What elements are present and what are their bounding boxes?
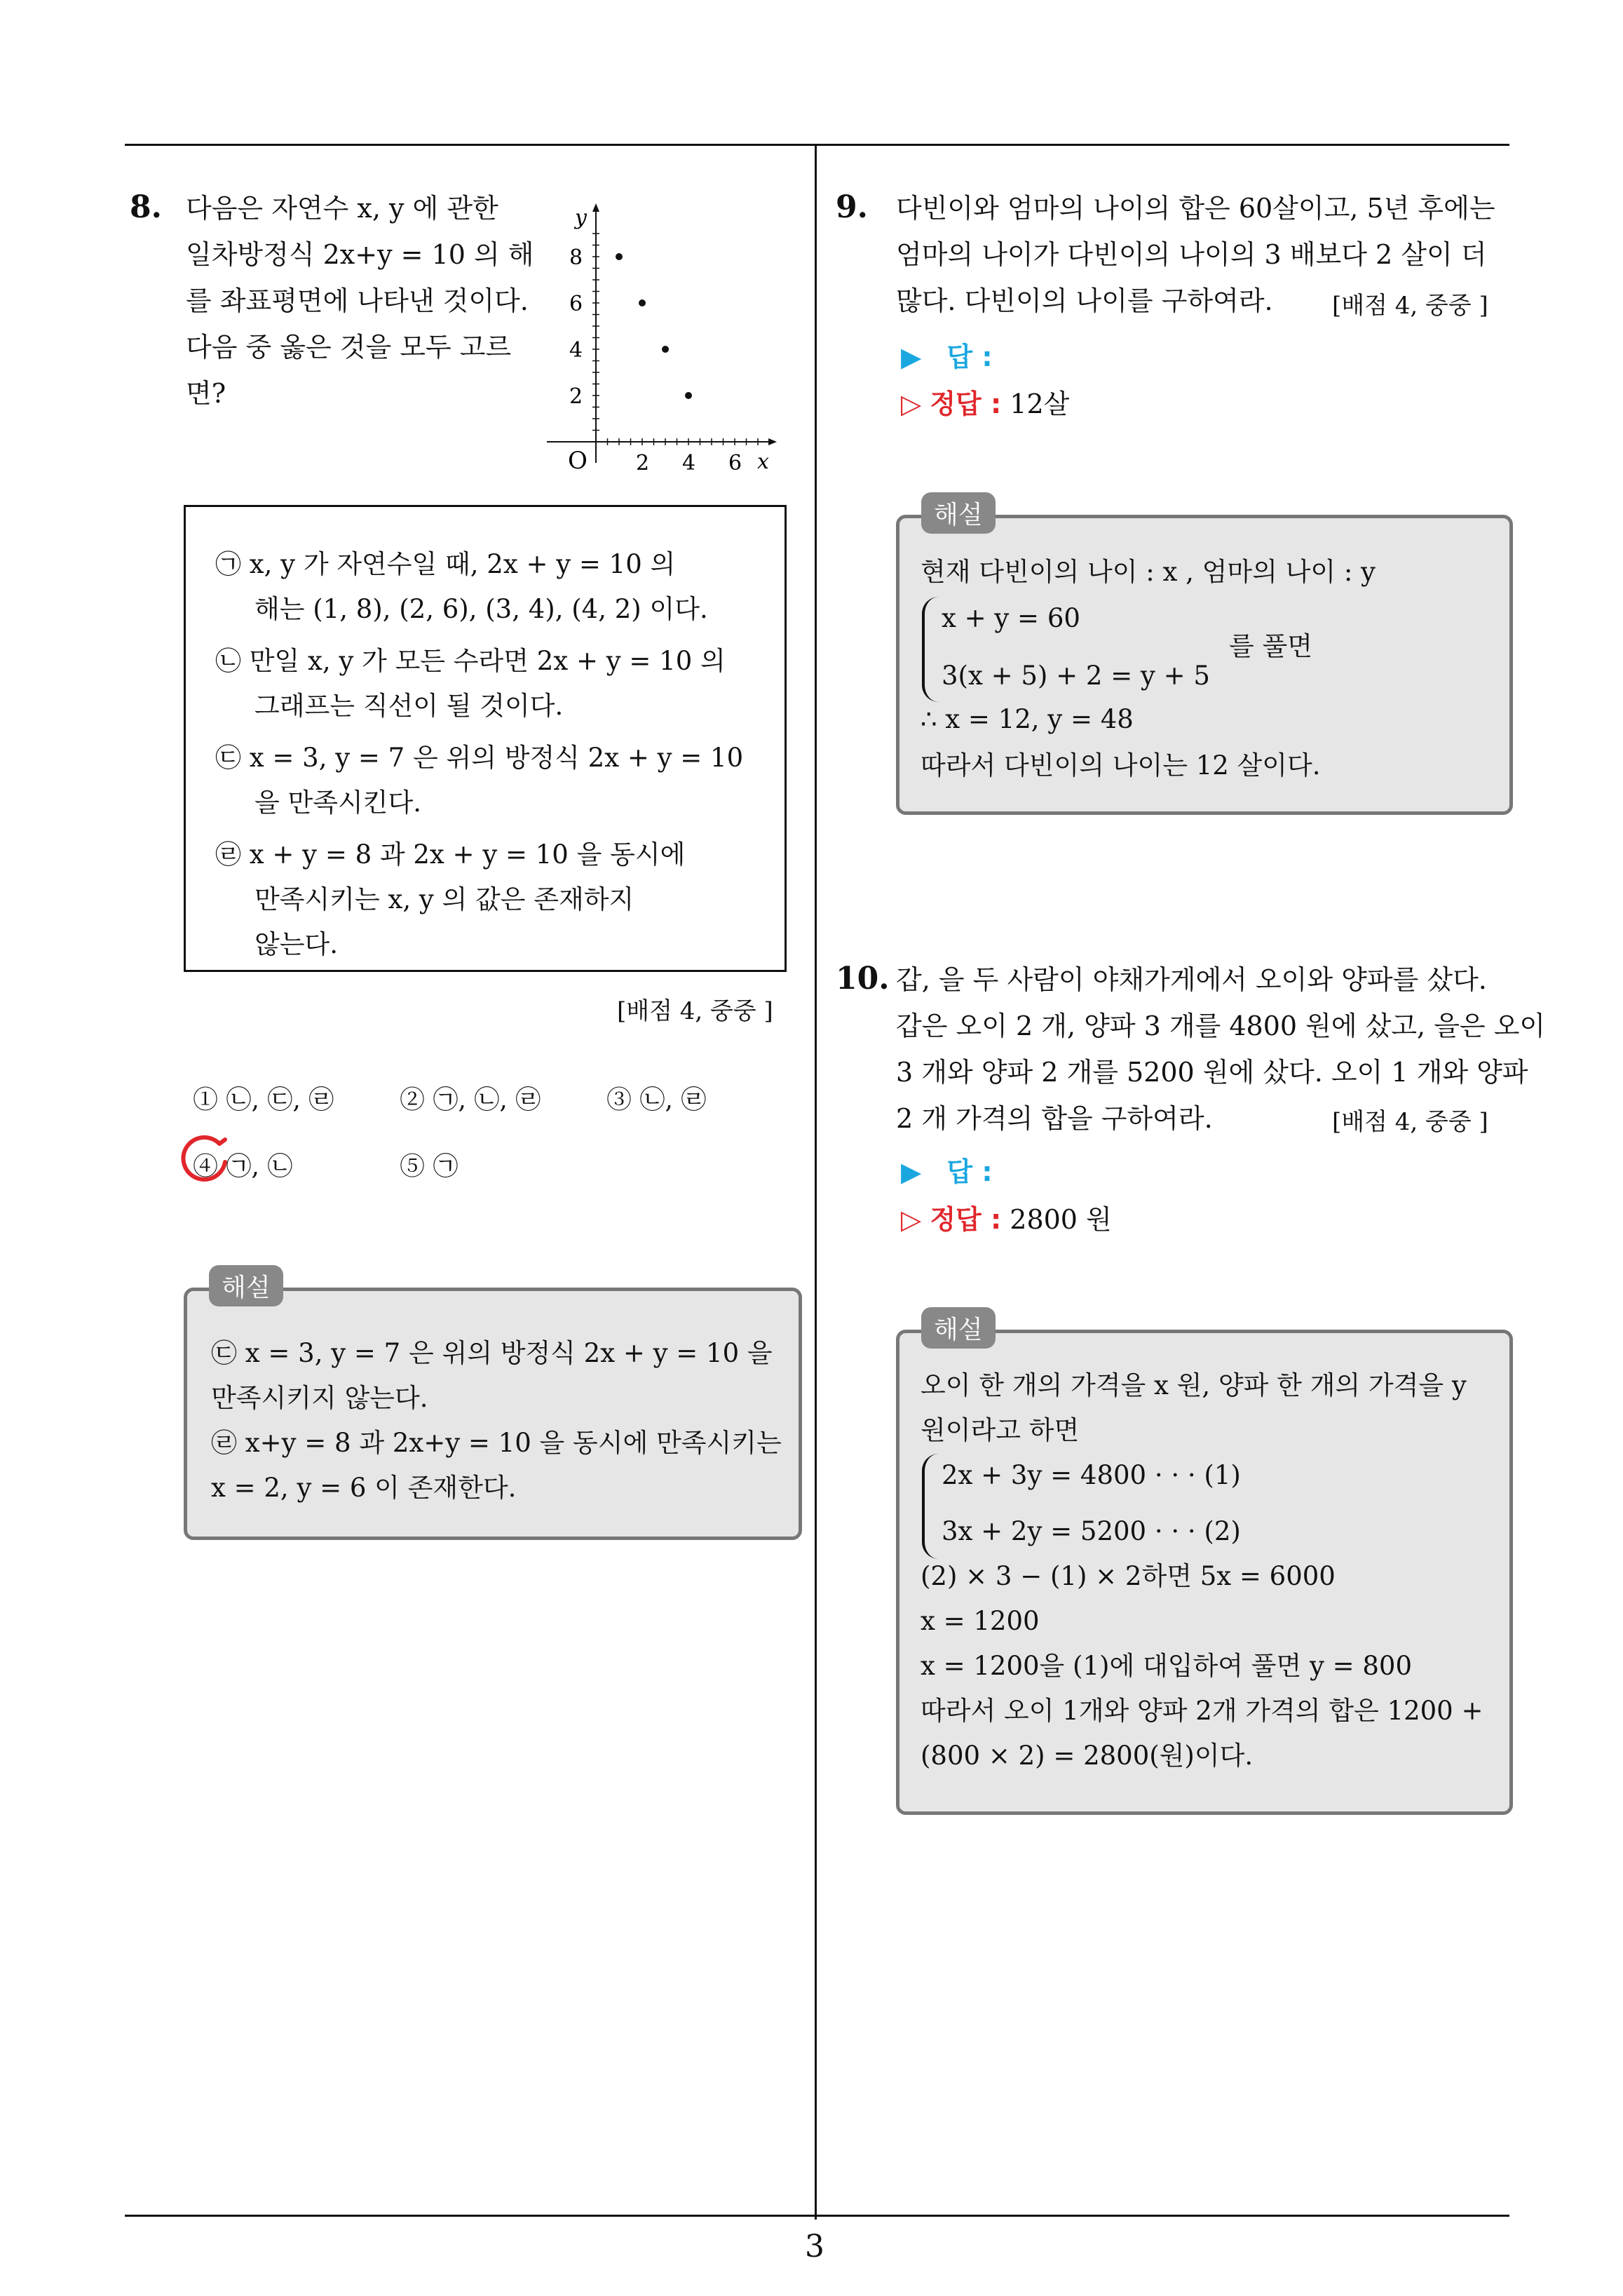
question-10-correct-row bbox=[901, 1198, 1112, 1236]
bottom-rule bbox=[125, 2215, 1509, 2217]
explanation-line: x = 1200을 (1)에 대입하여 풀면 y = 800 bbox=[921, 1651, 1412, 1681]
data-point bbox=[639, 299, 646, 306]
statement-box bbox=[184, 505, 787, 972]
correct-value: 12살 bbox=[1010, 389, 1070, 419]
explanation-line: 따라서 오이 1개와 양파 2개 가격의 합은 1200 + bbox=[921, 1696, 1483, 1726]
page-number: 3 bbox=[805, 2229, 824, 2264]
question-8-line: 를 좌표평면에 나타낸 것이다. bbox=[186, 285, 529, 316]
origin-label: O bbox=[568, 447, 588, 475]
explanation-line: ∴ x = 12, y = 48 bbox=[921, 704, 1134, 734]
data-point bbox=[662, 346, 669, 353]
statement-2-line1: ㉡ 만일 x, y 가 모든 수라면 2x + y = 10 의 bbox=[215, 646, 726, 676]
y-tick-label: 8 bbox=[569, 245, 583, 270]
coordinate-graph bbox=[547, 196, 799, 477]
question-10-explanation bbox=[896, 1330, 1513, 1815]
answer-label: 답 : bbox=[946, 1156, 993, 1187]
y-tick-label: 4 bbox=[569, 338, 583, 363]
explanation-tab: 해설 bbox=[921, 1307, 996, 1349]
question-8-text bbox=[186, 185, 534, 417]
question-10-score: [배점 4, 중중 ] bbox=[1332, 1108, 1488, 1136]
question-10-line: 2 개 가격의 합을 구하여라. bbox=[896, 1103, 1213, 1134]
explanation-line: (800 × 2) = 2800(원)이다. bbox=[921, 1741, 1254, 1771]
question-8-explanation bbox=[184, 1288, 802, 1540]
choice-1[interactable]: ① ㉡, ㉢, ㉣ bbox=[193, 1086, 334, 1114]
question-9-line: 많다. 다빈이의 나이를 구하여라. bbox=[896, 285, 1273, 316]
column-divider bbox=[815, 144, 817, 2220]
play-triangle-icon: ▶ bbox=[901, 342, 922, 372]
explanation-line: x = 2, y = 6 이 존재한다. bbox=[211, 1473, 517, 1503]
correct-label: 정답 : bbox=[930, 389, 1002, 419]
question-10-number: 10. bbox=[836, 961, 890, 997]
y-axis-label: y bbox=[575, 205, 587, 230]
choice-4[interactable]: ④ ㉠, ㉡ bbox=[193, 1152, 293, 1181]
system-equation: x + y = 60 bbox=[942, 603, 1080, 633]
statement-4-line3: 않는다. bbox=[254, 929, 338, 959]
question-9-line: 다빈이와 엄마의 나이의 합은 60살이고, 5년 후에는 bbox=[896, 193, 1495, 224]
question-9-line: 엄마의 나이가 다빈이의 나이의 3 배보다 2 살이 더 bbox=[896, 239, 1487, 270]
explanation-tab: 해설 bbox=[209, 1265, 283, 1306]
question-10-line: 3 개와 양파 2 개를 5200 원에 샀다. 오이 1 개와 양파 bbox=[896, 1057, 1528, 1088]
statement-4-line1: ㉣ x + y = 8 과 2x + y = 10 을 동시에 bbox=[215, 839, 686, 870]
choice-3[interactable]: ③ ㉡, ㉣ bbox=[606, 1086, 707, 1114]
statement-1-line2: 해는 (1, 8), (2, 6), (3, 4), (4, 2) 이다. bbox=[254, 594, 708, 624]
x-tick-label: 4 bbox=[682, 451, 696, 475]
question-9-correct-row bbox=[901, 382, 1069, 421]
data-point bbox=[616, 253, 623, 260]
choice-2[interactable]: ② ㉠, ㉡, ㉣ bbox=[400, 1086, 541, 1114]
question-10-line: 갑, 을 두 사람이 야채가게에서 오이와 양파를 샀다. bbox=[896, 964, 1487, 995]
question-8-line: 다음은 자연수 x, y 에 관한 bbox=[186, 193, 498, 224]
question-9-number: 9. bbox=[836, 189, 868, 225]
explanation-tab: 해설 bbox=[921, 492, 996, 534]
question-9-explanation bbox=[896, 515, 1513, 815]
system-suffix: 를 풀면 bbox=[1229, 631, 1312, 661]
question-8-line: 면? bbox=[186, 378, 226, 409]
x-axis-label: x bbox=[757, 450, 769, 474]
data-point bbox=[685, 392, 692, 399]
y-axis-arrow bbox=[592, 203, 599, 212]
statement-1 bbox=[215, 542, 708, 632]
explanation-line: 따라서 다빈이의 나이는 12 살이다. bbox=[921, 750, 1321, 781]
explanation-line: ㉢ x = 3, y = 7 은 위의 방정식 2x + y = 10 을 bbox=[211, 1338, 773, 1368]
system-equation: 3(x + 5) + 2 = y + 5 bbox=[942, 661, 1210, 691]
explanation-line: 원이라고 하면 bbox=[921, 1415, 1080, 1445]
answer-label: 답 : bbox=[946, 342, 993, 372]
play-triangle-icon: ▶ bbox=[901, 1156, 922, 1187]
choice-5[interactable]: ⑤ ㉠ bbox=[400, 1152, 459, 1181]
question-8-number: 8. bbox=[130, 189, 162, 225]
statement-3 bbox=[215, 736, 743, 825]
statement-4 bbox=[215, 832, 685, 967]
statement-1-line1: ㉠ x, y 가 자연수일 때, 2x + y = 10 의 bbox=[215, 549, 676, 579]
x-tick-label: 6 bbox=[728, 451, 742, 475]
explanation-line: 만족시키지 않는다. bbox=[211, 1383, 428, 1413]
question-9-score: [배점 4, 중중 ] bbox=[1332, 292, 1488, 320]
y-tick-label: 6 bbox=[569, 292, 583, 316]
question-8-line: 일차방정식 2x+y = 10 의 해 bbox=[186, 239, 534, 270]
statement-3-line1: ㉢ x = 3, y = 7 은 위의 방정식 2x + y = 10 bbox=[215, 743, 744, 773]
x-axis-arrow bbox=[768, 438, 777, 445]
question-8-line: 다음 중 옳은 것을 모두 고르 bbox=[186, 332, 512, 363]
system-equation: 2x + 3y = 4800 · · · (1) bbox=[942, 1460, 1241, 1490]
selected-answer-circle-icon bbox=[179, 1134, 232, 1187]
question-9-answer-row[interactable] bbox=[901, 335, 993, 374]
system-equation: 3x + 2y = 5200 · · · (2) bbox=[942, 1516, 1241, 1546]
correct-label: 정답 : bbox=[930, 1204, 1002, 1235]
explanation-line: 오이 한 개의 가격을 x 원, 양파 한 개의 가격을 y bbox=[921, 1370, 1467, 1400]
y-tick-label: 2 bbox=[569, 384, 583, 409]
question-10-line: 갑은 오이 2 개, 양파 3 개를 4800 원에 샀고, 을은 오이 bbox=[896, 1011, 1546, 1041]
correct-value: 2800 원 bbox=[1010, 1204, 1112, 1235]
system-brace bbox=[922, 1454, 939, 1559]
explanation-line: ㉣ x+y = 8 과 2x+y = 10 을 동시에 만족시키는 bbox=[211, 1428, 782, 1458]
x-tick-label: 2 bbox=[636, 451, 650, 475]
statement-2 bbox=[215, 639, 726, 729]
question-10-answer-row[interactable] bbox=[901, 1150, 993, 1189]
question-8-score: [배점 4, 중중 ] bbox=[617, 997, 773, 1025]
statement-4-line2: 만족시키는 x, y 의 값은 존재하지 bbox=[254, 884, 634, 914]
explanation-line: 현재 다빈이의 나이 : x , 엄마의 나이 : y bbox=[921, 557, 1376, 587]
outline-triangle-icon: ▷ bbox=[901, 1204, 922, 1235]
explanation-line: (2) × 3 − (1) × 2하면 5x = 6000 bbox=[921, 1561, 1336, 1591]
system-brace bbox=[922, 597, 939, 702]
outline-triangle-icon: ▷ bbox=[901, 389, 922, 419]
explanation-line: x = 1200 bbox=[921, 1606, 1040, 1636]
top-rule bbox=[125, 144, 1509, 146]
statement-2-line2: 그래프는 직선이 될 것이다. bbox=[254, 691, 564, 721]
statement-3-line2: 을 만족시킨다. bbox=[254, 788, 421, 818]
